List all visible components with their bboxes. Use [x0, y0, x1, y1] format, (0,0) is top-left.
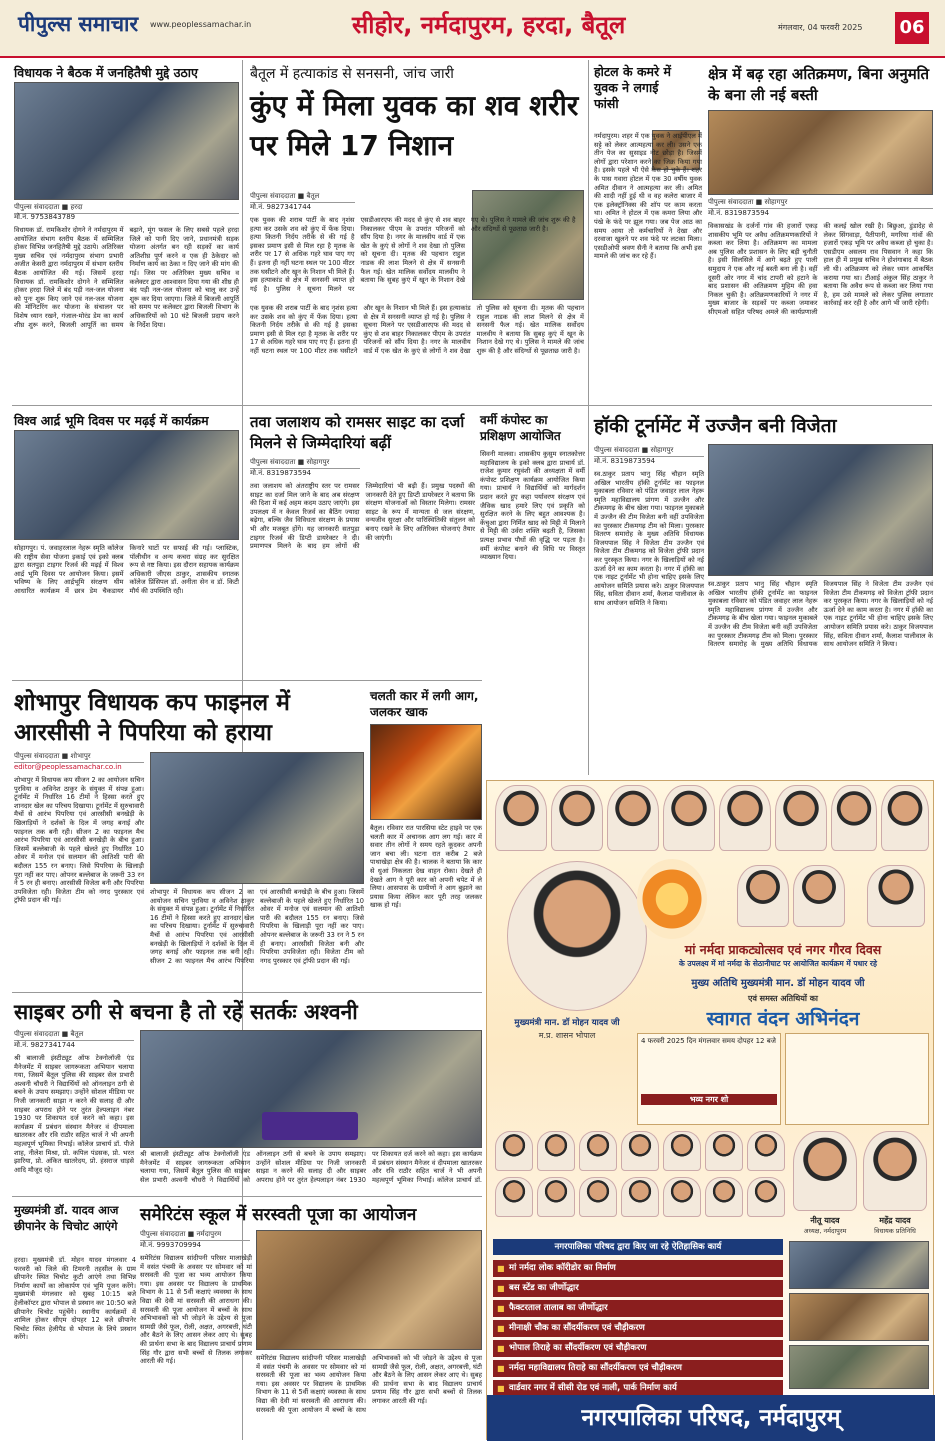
guest-portrait — [793, 865, 845, 927]
article-body: सिवनी मालवा। शासकीय कुसुम स्नातकोत्तर महाविद्यालय के इको क्लब द्वारा प्राचार्य डॉ. राजेश कुमार रघुवंशी की अध्यक्षता में वर्मी कंपोस्ट प्रशिक्षण कार्यक्रम आयोजित किया गया। प्राचार्य ने विद्यार्थियों को मार्गदर्शन प्रदान करते हुए कहा पर्यावरण संरक्षण एवं जैविक खाद हमारे लिए एवं प्रकृति को सुरक्षित करने के लिए बहुत आवश्यक है। केंचुआ द्वारा निर्मित खाद को मिट्टी में मिलाने से मिट्टी की उर्वरा शक्ति बढ़ती है, जिसका प्रत्यक्ष प्रभाव पौधों की वृद्धि पर पड़ता है। वर्मी कंपोस्ट बनाने की विधि पर विस्तृत व्याख्यान दिया। — [480, 450, 585, 562]
article-photo — [150, 752, 364, 884]
councillor-portrait — [747, 1131, 785, 1171]
councillor-portrait — [621, 1131, 659, 1171]
article-photo — [14, 430, 239, 540]
works-item: ■ मीनाक्षी चौक का सौंदर्यीकरण एवं चौड़ीकरण — [493, 1320, 783, 1337]
mobile-number: मो.नं. 8319873594 — [594, 457, 656, 465]
section-rule — [12, 992, 482, 993]
leader-portrait — [831, 785, 877, 851]
mobile-number: मो.नं. 9827341744 — [250, 203, 312, 211]
ad-footer: नगरपालिका परिषद, नर्मदापुरम् — [487, 1395, 935, 1441]
article-body: एक युवक की शराब पार्टी के बाद नृशंस हत्या कर उसके शव को कुंए में फेंक दिया। हत्या कितनी निर्दय तरीके से की गई है इसका प्रमाण इसी से मिल रहा है मृतक के शरीर पर 17 से अधिक गहरे घाव पाए गए हैं। इतना ही नहीं घटना स्थल पर 100 मीटर तक घसीटने और खून के निशान भी मिले हैं। इस हत्याकांड से क्षेत्र में सनसनी व्याप्त हो गई है। पुलिस ने सूचना मिलने पर एसडीआरएफ की मदद से कुंए से शव बाहर निकालकर पीएम के उपरांत परिजनों को सौंप दिया है। नगर के मालवीय वार्ड में एक खेत के कुएं से लोगों ने शव देखा तो पुलिस को सूचना दी। मृतक की पहचान राहुल नाडक की लाश मिलने से क्षेत्र में सनसनी फैल गई। खेत मालिक सर्वोदय मालवीय ने बताया कि सुबह कुएं में खून के निशान देखे — [250, 216, 465, 293]
works-photo — [789, 1345, 929, 1389]
article-body: बैतूल। रविवार रात पारसिया स्टेट हाइवे पर एक चलती कार में अचानक आग लग गई। कार में सवार तीन लोगों ने समय रहते कूदकर अपनी जान बचा ली। घटना रात करीब 2 बजे पाथाखेड़ा क्षेत्र की है। चालक ने बताया कि कार से धुआं निकलता देख वाहन रोका। देखते ही देखते आग ने पूरी कार को अपनी चपेट में ले लिया। आसपास के ग्रामीणों ने आग बुझाने का प्रयास किया लेकिन कार पूरी तरह जलकर खाक हो गई। — [370, 824, 482, 910]
page-number: 06 — [895, 12, 929, 44]
article-headline: समेरिटंस स्कूल में सरस्वती पूजा का आयोजन — [140, 1205, 417, 1225]
works-title: नगरपालिका परिषद द्वारा किए जा रहे ऐतिहासिक कार्य — [493, 1239, 783, 1255]
article-photo — [256, 1230, 482, 1350]
section-rule — [12, 405, 932, 406]
article-headline: चलती कार में लगी आग, जलकर खाक — [370, 689, 479, 719]
article-body-continued: स्व.ठाकुर प्रताप भानु सिंह चौहान स्मृति अखिल भारतीय हॉकी टूर्नामेंट का फाइनल मुकाबला रविवार को पंडित जवाहर लाल नेहरू स्मृति महाविद्यालय प्रांगण में उज्जैन और टीकमगढ़ के बीच खेला गया। फाइनल मुकाबले में उज्जैन की टीम विजेता बनी वहीं उपविजेता का पुरस्कार टीकमगढ़ टीम को मिला। पुरस्कार वितरण समारोह के मुख्य अतिथि विधायक विजयपाल सिंह ने विजेता टीम उज्जैन एवं विजेता टीम टीकमगढ़ को विजेता ट्रॉफी प्रदान कर पुरस्कृत किया। नगर के खिलाड़ियों को नई ऊर्जा देने का काम करता है। नगर में हॉकी का एक नाइट टूर्नामेंट भी होना चाहिए इसके लिए आयोजन समिति प्रयास करे। ठाकुर विजयपाल सिंह, सविता दीवान शर्मा, कैलाश पालीवाल के साथ आयोजन समिति ने किया। — [708, 580, 933, 649]
date: मंगलवार, 04 फरवरी 2025 — [778, 23, 863, 32]
article-photo — [14, 82, 239, 200]
section-rule — [12, 680, 482, 681]
article-headline: होटल के कमरे में युवक ने लगाई फांसी — [594, 64, 671, 111]
goddess-emblem — [637, 859, 707, 939]
byline: पीपुल्स संवाददाता ■ हरदा — [14, 203, 239, 214]
article-headline: क्षेत्र में बढ़ रहा अतिक्रमण, बिना अनुमति के बना ली नई बस्ती — [708, 65, 930, 104]
mobile-number: मो.नं. 9827341744 — [14, 1041, 76, 1049]
article-headline: विश्व आर्द्र भूमि दिवस पर मढ़ई में कार्यक्रम — [14, 413, 209, 428]
president-name: नीतू यादव — [810, 1216, 840, 1225]
councillor-portrait — [579, 1177, 617, 1217]
article-headline: हॉकी टूर्नामेंट में उज्जैन बनी विजेता — [594, 415, 837, 437]
article-body: तवा जलाशय को अंतराष्ट्रीय स्तर पर रामसर साइट का दर्जा मिल जाने के बाद अब संरक्षण की दिशा में कई अहम कदम उठाए जाएंगे। इस उपलक्ष्य में न केवल रिजर्व का बैठिंग ज्यादा बढ़ेगा, बल्कि जैव विविधता संरक्षण के प्रयास भी और मजबूत होंगे। यह जानकारी सतपुड़ा टाइगर रिजर्व की डिप्टी डायरेक्टर ने दी। प्रमाणपत्र मिलने के बाद हम लोगों की जिम्मेदारियां भी बढ़ी हैं। प्रमुख पदस्थों की जानकारी देते हुए डिप्टी डायरेक्टर ने बताया कि संरक्षण योजनाओं को विस्तार मिलेगा। रामसर साइट के रूप में मान्यता से जल संरक्षण, वन्यजीव सुरक्षा और पारिस्थितिकी संतुलन को बनाए रखने के लिए अतिरिक्त योजनाएं तैयार की जाएंगी। — [250, 482, 475, 551]
section-rule — [12, 1196, 482, 1197]
mobile-number: मो.नं. 8319873594 — [708, 209, 770, 217]
leader-portrait — [775, 785, 827, 851]
works-item: ■ भोपाल तिराहे का सौंदर्यीकरण एवं चौड़ीकरण — [493, 1340, 783, 1357]
works-item: ■ बस स्टेंड का जीर्णोद्धार — [493, 1280, 783, 1297]
article-body-continued: श्री बालाजी इंस्टीट्यूट ऑफ टेक्नोलॉजी एंड मैनेजमेंट में साइबर जागरूकता अभियान चलाया गया, जिसमें बैतूल पुलिस की साइबर सेल प्रभारी अश्वनी चौधरी ने विद्यार्थियों को ऑनलाइन ठगी से बचने के उपाय समझाए। उन्होंने सोशल मीडिया पर निजी जानकारी साझा न करने की सलाह दी और साइबर अपराध होने पर तुरंत हेल्पलाइन नंबर 1930 पर शिकायत दर्ज करने को कहा। इस कार्यक्रम में प्रबंधन संस्थान मैनेजर वं दीपमाला खातरकर और रवि राठौर सहित चार्ज ने भी अपनी महत्वपूर्ण भूमिका निभाई। कॉलेज प्राचार्य डॉ. — [140, 1150, 482, 1184]
advertisement — [486, 780, 934, 1440]
president-portrait — [793, 1131, 857, 1211]
councillor-portrait — [495, 1177, 533, 1217]
column-rule — [588, 60, 589, 775]
article-body: समेरिटंस विद्यालय सांदीपनी परिसर मालाखेड़ी में वसंत पंचमी के अवसर पर सोमवार को मां सरस्वती की पूजा का भव्य आयोजन किया गया। इस अवसर पर विद्यालय के प्राथमिक विभाग के 11 से 5वीं कक्षाएं व्यवस्था के साथ विद्या की देवी मां सरस्वती की आराधना की। सरस्वती की पूजा आयोजन में बच्चों के साथ अभिभावकों को भी जोड़ने के उद्देश्य से पूजा सामग्री जैसे फूल, रोली, अक्षत, अगरबत्ती, घंटी और बैठने के लिए आसन लेकर आए थे। सुबह की प्रार्थना सभा के बाद विद्यालय प्राचार्य प्रणाम सिंह गौर द्वारा सभी बच्चों से तिलक लगाकर आरती की गई। — [140, 1254, 252, 1366]
article-kicker: बैतूल में हत्याकांड से सनसनी, जांच जारी — [250, 66, 454, 82]
article-headline: तवा जलाशय को रामसर साइट का दर्जा मिलने से जिम्मेदारियां बढ़ीं — [250, 413, 465, 452]
works-item: ■ फैक्टरताल तालाब का जीर्णोद्धार — [493, 1300, 783, 1317]
article-headline: कुंए में मिला युवक का शव शरीर पर मिले 17 निशान — [250, 89, 579, 162]
article-body: सोहागपुर। पं. जवाहरलाल नेहरू स्मृति कॉलेज की राष्ट्रीय सेवा योजना इकाई एवं इको क्लब द्वारा सतपुड़ा टाइगर रिजर्व की मढ़ई में विश्व आर्द्र भूमि दिवस पर आयोजन किया। इसमें भविष्य के लिए आर्द्रभूमि संरक्षण थीम आधारित कार्यक्रम में छात्र डेम चैकडायर किनारे घाटों पर सफाई की गई। प्लास्टिक, पॉलीथीन व अन्य कचरा संग्रह कर सुरक्षित रूप से नष्ट किया। इस दौरान सहायक कार्यक्रम अधिकारी जीएस ठाकुर, शासकीय स्नातक कॉलेज प्रिंसिपल डॉ. अनीता सेन व डॉ. किटी मौर्य की उपस्थिति रही। — [14, 544, 239, 595]
councillor-portrait — [705, 1177, 743, 1217]
article-body: विकासखंड के दर्जनों गांव की हजारों एकड़ शासकीय भूमि पर अवैध अतिक्रमणकारियों ने कब्जा कर लिया है। अतिक्रमण का मामला अब पुलिस और प्रशासन के लिए बड़ी चुनौती है। इसी सिलसिले में आगे बढ़ते हुए पाली समुदाय ने एक और नई बस्ती बना ली है। वहीं दूसरी ओर नगर में चांद टापरी को हटाने के बाद प्रशासन की अतिक्रमण मुहिम की हवा निकल चुकी है। अतिक्रमणकारियों ने नगर में मुख्य बाजार के सड़कों पर कब्जा जमाकर सीएमओ सहित परिषद अमले की कार्यप्रणाली की कलई खोल रखी है। बिछुआ, डुंडादेह से लेकर सिंगवाड़ा, पैतीपानी, मगरिया गांवों की हजारों एकड़ भूमि पर अवैध कब्जा हो चुका है। एसडीएम असलम राव पिसवान ने कहा कि हाल ही में प्रमुख सचिव ने होशंगाबाद में बैठक ली थी। अतिक्रमण को लेकर ध्यान आकर्षित कराया गया था। टीआई अंकुल सिंह ठाकुर ने बताया कि अवैध रूप से कब्जा कर लिया गया है, हम उसे मामले को लेकर पुलिस लगातार कार्रवाई कर रही है और आगे भी जारी रहेगी। — [708, 222, 933, 316]
councillor-portrait — [537, 1131, 575, 1171]
masthead — [0, 0, 945, 58]
schedule-box — [637, 1033, 781, 1125]
works-photo — [789, 1241, 929, 1289]
article-body: विधायक डॉ. रामकिशोर दोगने ने नर्मदापुरम में आयोजित संभाग स्तरीय बैठक में सम्मिलित होकर विभिन्न जनहितैषी मुद्दे उठाये। अतिरिक्त मुख्य सचिव एवं नर्मदापुरम संभाग प्रभारी अजीत केसरी द्वारा नर्मदापुरम में संभाग स्तरीय बैठक आयोजित की गई। जिसमें हरदा विधायक डॉ. रामकिशोर दोगने ने सम्मिलित होकर हरदा जिले में बंद पड़ी नल-जल योजना को पुनः शुरू किए जाने एवं नल-जल योजना की मॉनिटरिंग कर योजना के संचालन पर विशेष ध्यान रखने, गंजाल-मोरंड डेम का कार्य शीघ्र शुरू करने, बिजली आपूर्ति का समय बढ़ाने, मूंग फसल के लिए सबसे पहले हरदा जिले को पानी दिए जाने, प्रधानमंत्री सड़क योजना अंतर्गत बन रही सड़कों का कार्य अतिशीघ्र पूर्ण करने व एक ही ठेकेदार को निर्माण कार्य का ठेका न दिए जाने की मांग की गई। जिस पर अतिरिक्त मुख्य सचिव व कलेक्टर द्वारा आश्वासन दिया गया की शीघ्र ही बंद पड़ी नल-जल योजना को चालू कर उन्हें शुरू कर दिया जाएगा। जिले में बिजली आपूर्ति को समय पर कलेक्टर द्वारा बिजली विभाग के अधिकारियों को 10 घंटे बिजली प्रदाय करने के निर्देश दिया। — [14, 226, 239, 329]
president-role: अध्यक्ष, नर्मदापुरम — [803, 1227, 847, 1235]
works-list — [493, 1257, 783, 1400]
ad-welcome: स्वागत वंदन अभिनंदन — [706, 1008, 860, 1030]
article-body: स्व.ठाकुर प्रताप भानु सिंह चौहान स्मृति अखिल भारतीय हॉकी टूर्नामेंट का फाइनल मुकाबला रविवार को पंडित जवाहर लाल नेहरू स्मृति महाविद्यालय प्रांगण में उज्जैन और टीकमगढ़ के बीच खेला गया। फाइनल मुकाबले में उज्जैन की टीम विजेता बनी वहीं उपविजेता का पुरस्कार टीकमगढ़ टीम को मिला। पुरस्कार वितरण समारोह के मुख्य अतिथि विधायक विजयपाल सिंह ने विजेता टीम उज्जैन एवं विजेता टीम टीकमगढ़ को विजेता ट्रॉफी प्रदान कर पुरस्कृत किया। नगर के खिलाड़ियों को नई ऊर्जा देने का काम करता है। नगर में हॉकी का एक नाइट टूर्नामेंट भी होना चाहिए इसके लिए आयोजन समिति प्रयास करे। ठाकुर विजयपाल सिंह, सविता दीवान शर्मा, कैलाश पालीवाल के साथ आयोजन समिति ने किया। — [594, 470, 704, 607]
article-body: शोभापुर में विधायक कप सीजन 2 का आयोजन सचिन पुरविया व अविनेश ठाकुर के संयुक्त में संपन्न हुआ। टूर्नामेंट में निर्धारित 16 टीमों ने हिस्सा करते हुए शानदार खेल का परिचय दिखाया। टूर्नामेंट में सुरुचावारी मैचों से आरंभ पिपरिया एवं आरसीसी बनखेड़ी के खिलाड़ियों ने दर्शकों के दिल में जगह बनाई और फाइनल तक बनी रही। सीजन 2 का फाइनल मैच आरंभ पिपरिया एवं आरसीसी बनखेड़ी के बीच हुआ। जिसमें बल्लेबाजी के पहले खेलते हुए निर्धारित 10 ओवर में मनोज एवं सलमान की आतिशी पारी की बदौलत 155 रन बनाए। जिसे पिपरिया के खिलाड़ी पूरा नहीं कर पाए। ओपनर बल्लेबाज के जरूरी 33 रन ने 5 रन ही बनाए। आरसीसी विजेता बनी और पिपरिया उपविजेता रही। विजेता टीम को नगद पुरस्कार एवं ट्रॉफी प्रदान की गई। — [14, 776, 144, 905]
councillor-portrait — [705, 1131, 743, 1171]
article-body-continued: एक युवक की शराब पार्टी के बाद नृशंस हत्या कर उसके शव को कुंए में फेंक दिया। हत्या कितनी निर्दय तरीके से की गई है इसका प्रमाण इसी से मिल रहा है मृतक के शरीर पर 17 से अधिक गहरे घाव पाए गए हैं। इतना ही नहीं घटना स्थल पर 100 मीटर तक घसीटने और खून के निशान भी मिले हैं। इस हत्याकांड से क्षेत्र में सनसनी व्याप्त हो गई है। पुलिस ने सूचना मिलने पर एसडीआरएफ की मदद से कुंए से शव बाहर निकालकर पीएम के उपरांत परिजनों को सौंप दिया है। नगर के मालवीय वार्ड में एक खेत के कुएं से लोगों ने शव देखा तो पुलिस को सूचना दी। मृतक की पहचान राहुल नाडक की लाश मिलने से क्षेत्र में सनसनी फैल गई। खेत मालिक सर्वोदय मालवीय ने बताया कि सुबह कुएं में खून के निशान देखे गए थे। पुलिस ने मामले की जांच शुरू की है और संदिग्धों से पूछताछ जारी है। — [250, 304, 584, 355]
cm-caption: मुख्यमंत्री मान. डॉ मोहन यादव जी — [514, 1018, 620, 1028]
schedule-box-2 — [785, 1033, 929, 1125]
councillor-portrait — [537, 1177, 575, 1217]
article-body: हरदा। मुख्यमंत्री डॉ. मोहन यादव मंगलवार 4 फरवरी को जिले की टिमरनी तहसील के ग्राम छीपानेर स्थित चिचोट कुटी आएंगे तथा विभिन्न निर्माण कार्यों का लोकार्पण एवं भूमि पूजन करेंगे। मुख्यमंत्री मंगलवार को सुबह 10:15 बजे हेलीकॉप्टर द्वारा भोपाल से प्रस्थान कर 10:50 बजे छीपानेर चिचोट पहुंचेंगे। स्थानीय कार्यक्रमों में शामिल होकर सीएम दोपहर 12 बजे छीपानेर चिचोट स्थित हेलीपैड से भोपाल के लिये प्रस्थान करेंगे। — [14, 1256, 136, 1342]
councillor-portrait — [747, 1177, 785, 1217]
section-title: सीहोर, नर्मदापुरम, हरदा, बैतूल — [352, 11, 626, 39]
councillor-portrait — [579, 1131, 617, 1171]
leader-portrait — [551, 785, 603, 851]
website: www.peoplessamachar.in — [150, 20, 252, 29]
article-photo — [472, 190, 584, 300]
article-photo — [708, 444, 933, 576]
cm-caption-2: म.प्र. शासन भोपाल — [538, 1031, 596, 1040]
works-item: ■ मां नर्मदा लोक कॉरीडोर का निर्माण — [493, 1260, 783, 1277]
schedule-note: 4 फरवरी 2025 दिन मंगलवार समय दोपहर 12 बजे — [641, 1037, 776, 1045]
byline: पीपुल्स संवाददाता ■ बैतूल — [250, 192, 355, 203]
councillor-portrait — [663, 1131, 701, 1171]
guest-portrait — [737, 865, 789, 927]
ad-subtitle: के उपलक्ष्य में मां नर्मदा के सेठानीघाट पर आयोजित कार्यक्रम में पधार रहे — [679, 959, 877, 968]
leader-portrait — [881, 785, 929, 851]
byline: पीपुल्स संवाददाता ■ सोहागपुर — [708, 198, 933, 209]
councillor-portrait — [621, 1177, 659, 1217]
guest-portrait — [867, 865, 925, 927]
safe-click-banner — [262, 1112, 358, 1140]
byline: पीपुल्स संवाददाता ■ शोभापुर — [14, 752, 144, 763]
works-item: ■ नर्मदा महाविद्यालय तिराहे का सौंदर्यीकरण एवं चौड़ीकरण — [493, 1360, 783, 1377]
article-body-continued: शोभापुर में विधायक कप सीजन 2 का आयोजन सचिन पुरविया व अविनेश ठाकुर के संयुक्त में संपन्न हुआ। टूर्नामेंट में निर्धारित 16 टीमों ने हिस्सा करते हुए शानदार खेल का परिचय दिखाया। टूर्नामेंट में सुरुचावारी मैचों से आरंभ पिपरिया एवं आरसीसी बनखेड़ी के खिलाड़ियों ने दर्शकों के दिल में जगह बनाई और फाइनल तक बनी रही। सीजन 2 का फाइनल मैच आरंभ पिपरिया एवं आरसीसी बनखेड़ी के बीच हुआ। जिसमें बल्लेबाजी के पहले खेलते हुए निर्धारित 10 ओवर में मनोज एवं सलमान की आतिशी पारी की बदौलत 155 रन बनाए। जिसे पिपरिया के खिलाड़ी पूरा नहीं कर पाए। ओपनर बल्लेबाज के जरूरी 33 रन ने 5 रन ही बनाए। आरसीसी विजेता बनी और पिपरिया उपविजेता रही। विजेता टीम को नगद पुरस्कार एवं ट्रॉफी प्रदान की गई। — [150, 888, 364, 965]
works-photo — [789, 1293, 929, 1341]
mobile-number: मो.नं. 9753843789 — [14, 213, 76, 221]
article-headline: साइबर ठगी से बचना है तो रहें सतर्कः अश्वनी — [14, 1000, 358, 1024]
article-headline: वर्मी कंपोस्ट का प्रशिक्षण आयोजित — [480, 413, 561, 443]
leader-portrait — [719, 785, 771, 851]
article-photo — [708, 110, 933, 195]
mobile-number: मो.नं. 9993709994 — [140, 1241, 202, 1249]
councillor-portrait — [495, 1131, 533, 1171]
byline: पीपुल्स संवाददाता ■ बैतूल — [14, 1030, 134, 1041]
email: editor@peoplessamachar.co.in — [14, 763, 122, 771]
councillor-portrait — [663, 1177, 701, 1217]
article-body-continued: समेरिटंस विद्यालय सांदीपनी परिसर मालाखेड़ी में वसंत पंचमी के अवसर पर सोमवार को मां सरस्वती की पूजा का भव्य आयोजन किया गया। इस अवसर पर विद्यालय के प्राथमिक विभाग के 11 से 5वीं कक्षाएं व्यवस्था के साथ विद्या की देवी मां सरस्वती की आराधना की। सरस्वती की पूजा आयोजन में बच्चों के साथ अभिभावकों को भी जोड़ने के उद्देश्य से पूजा सामग्री जैसे फूल, रोली, अक्षत, अगरबत्ती, घंटी और बैठने के लिए आसन लेकर आए थे। सुबह की प्रार्थना सभा के बाद विद्यालय प्राचार्य प्रणाम सिंह गौर द्वारा सभी बच्चों से तिलक लगाकर आरती की गई। — [256, 1354, 482, 1414]
byline: पीपुल्स संवाददाता ■ सोहागपुर — [594, 446, 704, 457]
leader-portrait — [607, 785, 659, 851]
article-photo — [370, 724, 482, 820]
bhavya-label: भव्य नगर शो — [641, 1094, 777, 1105]
logo: पीपुल्स समाचार — [18, 12, 139, 36]
byline: पीपुल्स संवाददाता ■ नर्मदापुरम — [140, 1230, 250, 1241]
ad-chief-guest: मुख्य अतिथि मुख्यमंत्री मान. डॉ मोहन यादव जी — [691, 978, 865, 989]
mobile-number: मो.नं. 8319873594 — [250, 469, 312, 477]
representative-role: विधायक प्रतिनिधि — [874, 1227, 916, 1235]
leader-portrait — [495, 785, 547, 851]
byline: पीपुल्स संवाददाता ■ सोहागपुर — [250, 458, 360, 469]
works-item: ■ वार्डवार नगर में सीसी रोड एवं नाली, पार्क निर्माण कार्य — [493, 1380, 783, 1397]
article-headline: शोभापुर विधायक कप फाइनल में आरसीसी ने पिपरिया को हराया — [14, 690, 290, 746]
ad-title: मां नर्मदा प्राकट्योत्सव एवं नगर गौरव दिवस — [684, 942, 882, 957]
leader-portrait — [663, 785, 715, 851]
article-body: नर्मदापुरम। शहर में एक युवक ने आईपीएल में सट्टे को लेकर आत्महत्या कर ली। उसने एक तीन पेज का सुसाइड नोट छोड़ा है। जिसमें लोगों द्वारा परेशान करने का जिक्र किया गया है। इसके पहले भी ऐसे केस हो चुके हैं। शहर के पास गवारा होटल में एक 30 वर्षीय युवक अमित दीवान ने आत्महत्या कर ली। अमित की शादी नहीं हुई थी व वह कलेरा बाजार में एक इलेक्ट्रॉनिक्स की शॉप पर काम करता था। अमित ने होटल में एक कमरा लिया और पंखे के फंदे पर झूल गया। जब पेज आठ का समय आया तो कर्मचारियों ने देखा और दरवाजा खुलने पर शव फंदे पर लटका मिला। एसडीओपी श्रवण सैनी ने बताया कि अभी इस मामले की जांच कर रहे हैं। — [594, 132, 702, 261]
article-body: श्री बालाजी इंस्टीट्यूट ऑफ टेक्नोलॉजी एंड मैनेजमेंट में साइबर जागरूकता अभियान चलाया गया, जिसमें बैतूल पुलिस की साइबर सेल प्रभारी अश्वनी चौधरी ने विद्यार्थियों को ऑनलाइन ठगी से बचने के उपाय समझाए। उन्होंने सोशल मीडिया पर निजी जानकारी साझा न करने की सलाह दी और साइबर अपराध होने पर तुरंत हेल्पलाइन नंबर 1930 पर शिकायत दर्ज करने को कहा। इस कार्यक्रम में प्रबंधन संस्थान मैनेजर वं दीपमाला खातरकर और रवि राठौर सहित चार्ज ने भी अपनी महत्वपूर्ण भूमिका निभाई। कॉलेज प्राचार्य डॉ. पीजे शाह, नीलेश मिश्रा, प्रो. कपिल पंडसक, प्रो. भरत झारिया, प्रो. अंकित खातरेदय, प्रो. हंसराज धाड़से आदि मौजूद रहे। — [14, 1054, 134, 1174]
cm-portrait — [507, 861, 647, 1011]
representative-portrait — [863, 1131, 927, 1211]
article-headline: विधायक ने बैठक में जनहितैषी मुद्दे उठाए — [14, 65, 198, 80]
ad-guests: एवं समस्त अतिथियों का — [748, 994, 818, 1003]
article-headline: मुख्यमंत्री डॉ. यादव आज छीपानेर के चिचोट आएंगे — [14, 1203, 119, 1233]
representative-name: महेंद्र यादव — [879, 1216, 911, 1225]
